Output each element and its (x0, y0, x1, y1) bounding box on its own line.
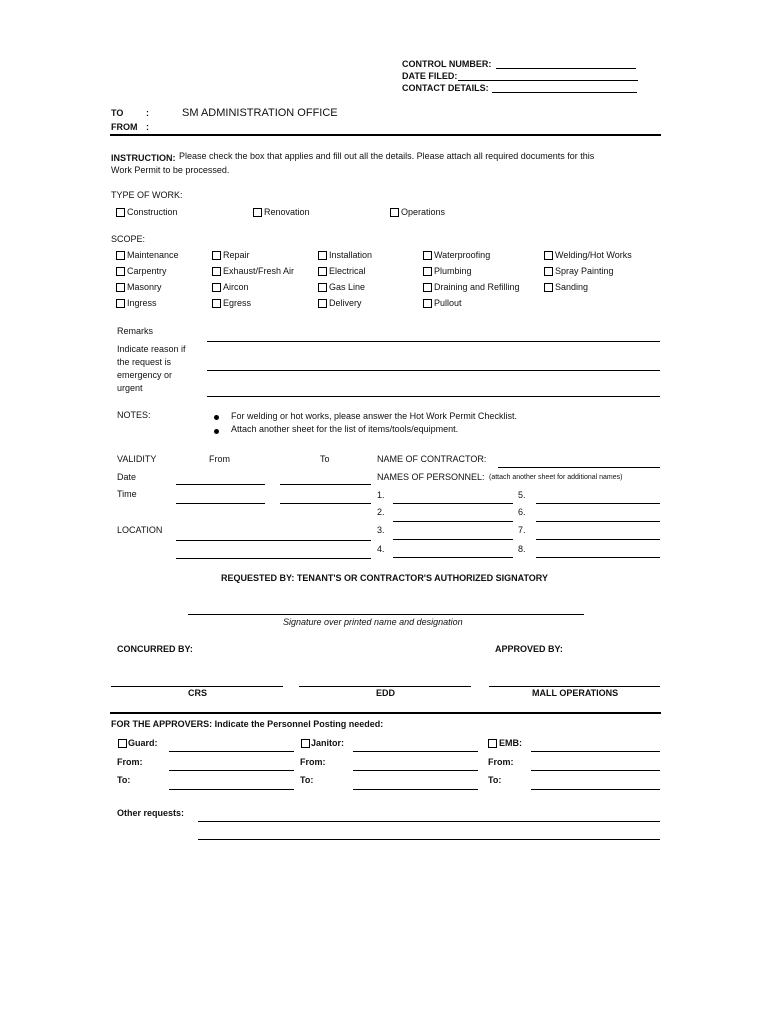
personnel-number-7: 7. (518, 525, 526, 535)
scope-checkbox-plumbing[interactable] (423, 267, 432, 276)
operations-label: Operations (401, 207, 446, 217)
guard-checkbox[interactable] (118, 739, 127, 748)
scope-repair: Repair (223, 250, 250, 260)
bullet-icon (214, 415, 219, 420)
scope-waterproofing: Waterproofing (434, 250, 491, 260)
requested-by-label: REQUESTED BY: TENANT'S OR CONTRACTOR'S AUTHORIZED SIGNATORY (221, 573, 548, 583)
other-requests-label: Other requests: (117, 808, 185, 818)
personnel-field-4[interactable] (393, 557, 513, 558)
instruction-line-2: Work Permit to be processed. (111, 165, 230, 175)
scope-draining: Draining and Refilling (434, 282, 520, 292)
time-to-field[interactable] (280, 503, 371, 504)
note-1: For welding or hot works, please answer the Hot Work Permit Checklist. (231, 411, 517, 421)
reason-line-2: the request is (117, 357, 172, 367)
edd-signature-field[interactable] (299, 686, 471, 687)
scope-checkbox-waterproofing[interactable] (423, 251, 432, 260)
scope-pullout: Pullout (434, 298, 462, 308)
emb-label: EMB: (499, 738, 522, 748)
reason-field-1[interactable] (207, 370, 660, 371)
guard-field[interactable] (169, 751, 294, 752)
personnel-note: (attach another sheet for additional names) (489, 474, 623, 481)
scope-checkbox-exhaust[interactable] (212, 267, 221, 276)
mall-ops-signature-field[interactable] (489, 686, 660, 687)
personnel-number-8: 8. (518, 544, 526, 554)
location-field-2[interactable] (176, 558, 371, 559)
emb-to-label: To: (488, 775, 502, 785)
scope-checkbox-ingress[interactable] (116, 299, 125, 308)
from-label: FROM (111, 122, 138, 132)
scope-checkbox-repair[interactable] (212, 251, 221, 260)
personnel-number-5: 5. (518, 490, 526, 500)
janitor-to-field[interactable] (353, 789, 478, 790)
renovation-checkbox[interactable] (253, 208, 262, 217)
instruction-line-1: Please check the box that applies and fill out all the details. Please attach all required documents for this (179, 151, 595, 161)
concurred-by-label: CONCURRED BY: (117, 644, 193, 654)
contact-details-label: CONTACT DETAILS: (402, 83, 489, 93)
personnel-field-5[interactable] (536, 503, 660, 504)
personnel-field-6[interactable] (536, 521, 660, 522)
validity-from-label: From (209, 454, 230, 464)
scope-checkbox-masonry[interactable] (116, 283, 125, 292)
scope-checkbox-draining[interactable] (423, 283, 432, 292)
emb-field[interactable] (531, 751, 660, 752)
janitor-from-label: From: (300, 757, 326, 767)
instruction-label: INSTRUCTION: (111, 153, 176, 163)
other-requests-field-2[interactable] (198, 839, 660, 840)
to-colon: : (146, 108, 149, 118)
scope-checkbox-welding[interactable] (544, 251, 553, 260)
emb-to-field[interactable] (531, 789, 660, 790)
date-label: Date (117, 472, 137, 482)
scope-masonry: Masonry (127, 282, 162, 292)
construction-checkbox[interactable] (116, 208, 125, 217)
guard-to-field[interactable] (169, 789, 294, 790)
control-number-field[interactable] (496, 68, 636, 69)
approved-by-label: APPROVED BY: (495, 644, 563, 654)
scope-checkbox-delivery[interactable] (318, 299, 327, 308)
guard-label: Guard: (128, 738, 158, 748)
control-number-label: CONTROL NUMBER: (402, 59, 492, 69)
scope-aircon: Aircon (223, 282, 249, 292)
signature-caption: Signature over printed name and designation (283, 617, 463, 627)
personnel-field-7[interactable] (536, 539, 660, 540)
reason-line-3: emergency or (117, 370, 173, 380)
scope-checkbox-spray-painting[interactable] (544, 267, 553, 276)
personnel-number-1: 1. (377, 490, 385, 500)
scope-sanding: Sanding (555, 282, 589, 292)
type-of-work-label: TYPE OF WORK: (111, 190, 183, 200)
date-from-field[interactable] (176, 484, 265, 485)
time-label: Time (117, 489, 137, 499)
approvers-heading: FOR THE APPROVERS: Indicate the Personnel Posting needed: (111, 719, 384, 729)
date-filed-field[interactable] (458, 80, 638, 81)
operations-checkbox[interactable] (390, 208, 399, 217)
guard-from-field[interactable] (169, 770, 294, 771)
validity-label: VALIDITY (117, 454, 157, 464)
janitor-to-label: To: (300, 775, 314, 785)
emb-from-field[interactable] (531, 770, 660, 771)
scope-checkbox-gas-line[interactable] (318, 283, 327, 292)
reason-line-4: urgent (117, 383, 143, 393)
signature-field[interactable] (188, 614, 584, 615)
scope-spray-painting: Spray Painting (555, 266, 614, 276)
scope-gas-line: Gas Line (329, 282, 366, 292)
remarks-field[interactable] (207, 341, 660, 342)
scope-exhaust: Exhaust/Fresh Air (223, 266, 295, 276)
scope-maintenance: Maintenance (127, 250, 179, 260)
mall-ops-label: MALL OPERATIONS (532, 688, 619, 698)
to-label: TO (111, 108, 124, 118)
janitor-label: Janitor: (311, 738, 345, 748)
personnel-field-8[interactable] (536, 557, 660, 558)
personnel-number-6: 6. (518, 507, 526, 517)
scope-plumbing: Plumbing (434, 266, 472, 276)
note-2: Attach another sheet for the list of items/tools/equipment. (231, 424, 459, 434)
bullet-icon (214, 429, 219, 434)
personnel-field-2[interactable] (393, 521, 513, 522)
header-divider (110, 134, 661, 136)
location-label: LOCATION (117, 525, 163, 535)
personnel-label: NAMES OF PERSONNEL: (377, 472, 485, 482)
renovation-label: Renovation (264, 207, 310, 217)
scope-delivery: Delivery (329, 298, 362, 308)
personnel-number-4: 4. (377, 544, 385, 554)
scope-checkbox-installation[interactable] (318, 251, 327, 260)
reason-field-2[interactable] (207, 396, 660, 397)
guard-from-label: From: (117, 757, 143, 767)
scope-installation: Installation (329, 250, 373, 260)
contact-details-field[interactable] (492, 92, 637, 93)
validity-to-label: To (320, 454, 330, 464)
other-requests-field-1[interactable] (198, 821, 660, 822)
scope-checkbox-maintenance[interactable] (116, 251, 125, 260)
personnel-number-3: 3. (377, 525, 385, 535)
scope-welding: Welding/Hot Works (555, 250, 632, 260)
approvers-divider (110, 712, 661, 714)
scope-checkbox-aircon[interactable] (212, 283, 221, 292)
contractor-name-field[interactable] (498, 467, 660, 468)
construction-label: Construction (127, 207, 178, 217)
scope-checkbox-egress[interactable] (212, 299, 221, 308)
time-from-field[interactable] (176, 503, 265, 504)
personnel-field-3[interactable] (393, 539, 513, 540)
scope-electrical: Electrical (329, 266, 366, 276)
emb-checkbox[interactable] (488, 739, 497, 748)
crs-signature-field[interactable] (111, 686, 283, 687)
scope-carpentry: Carpentry (127, 266, 167, 276)
guard-to-label: To: (117, 775, 131, 785)
personnel-number-2: 2. (377, 507, 385, 517)
reason-line-1: Indicate reason if (117, 344, 186, 354)
crs-label: CRS (188, 688, 208, 698)
scope-checkbox-sanding[interactable] (544, 283, 553, 292)
scope-checkbox-carpentry[interactable] (116, 267, 125, 276)
date-to-field[interactable] (280, 484, 371, 485)
date-filed-label: DATE FILED: (402, 71, 458, 81)
scope-ingress: Ingress (127, 298, 157, 308)
janitor-field[interactable] (353, 751, 478, 752)
contractor-name-label: NAME OF CONTRACTOR: (377, 454, 487, 464)
scope-checkbox-pullout[interactable] (423, 299, 432, 308)
janitor-checkbox[interactable] (301, 739, 310, 748)
to-value: SM ADMINISTRATION OFFICE (182, 107, 338, 119)
scope-checkbox-electrical[interactable] (318, 267, 327, 276)
janitor-from-field[interactable] (353, 770, 478, 771)
edd-label: EDD (376, 688, 396, 698)
remarks-label: Remarks (117, 326, 154, 336)
from-colon: : (146, 122, 149, 132)
personnel-field-1[interactable] (393, 503, 513, 504)
location-field-1[interactable] (176, 540, 371, 541)
scope-label: SCOPE: (111, 234, 146, 244)
notes-label: NOTES: (117, 410, 151, 420)
emb-from-label: From: (488, 757, 514, 767)
scope-egress: Egress (223, 298, 252, 308)
